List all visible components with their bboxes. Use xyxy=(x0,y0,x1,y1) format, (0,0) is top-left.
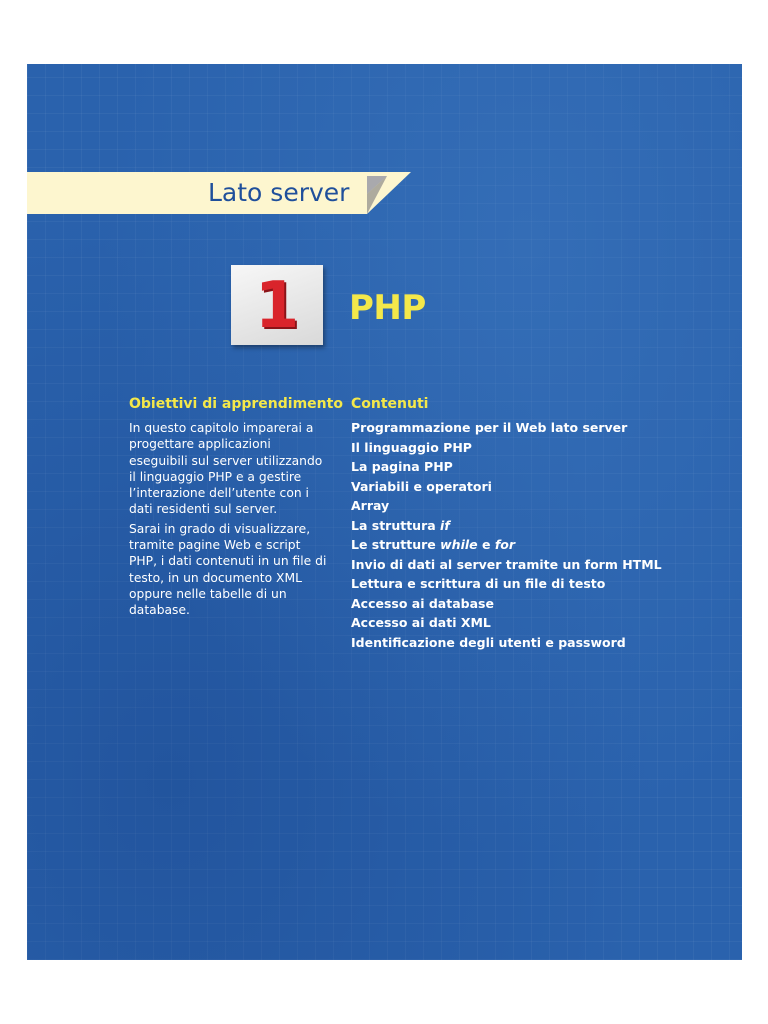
contents-item: Identificazione degli utenti e password xyxy=(351,634,626,650)
chapter-number: 1 xyxy=(254,269,300,343)
contents-item-text: La struttura xyxy=(351,517,441,533)
objectives-paragraph: In questo capitolo imparerai a progettare applicazioni eseguibili sul server utilizzando il linguaggio PHP e a gestire l’interazione dell’utente con i dati residenti sul server. xyxy=(129,421,323,517)
contents-item: La pagina PHP xyxy=(351,459,453,474)
section-title: Lato server xyxy=(208,178,350,207)
contents-item-keyword: for xyxy=(494,537,516,552)
objectives-paragraph: Sarai in grado di visualizzare, tramite pagine Web e script PHP, i dati contenuti in un file di testo, in un documento XML oppure nelle tabelle di un database. xyxy=(129,521,327,618)
contents-item: Invio di dati al server tramite un form HTML xyxy=(351,556,662,572)
contents-item-text: e xyxy=(477,537,495,552)
banner-fold-corner xyxy=(363,172,411,214)
contents-item: Lettura e scrittura di un file di testo xyxy=(351,576,606,591)
contents-item: Variabili e operatori xyxy=(351,478,492,494)
contents-item: Accesso ai database xyxy=(351,595,494,611)
contents-item-keyword: while xyxy=(440,537,478,552)
contents-item: Accesso ai dati XML xyxy=(351,615,491,630)
contents-item: Il linguaggio PHP xyxy=(351,439,472,455)
chapter-title: PHP xyxy=(349,288,426,328)
contents-item xyxy=(351,516,662,536)
contents-heading: Contenuti xyxy=(351,396,429,412)
contents-item xyxy=(351,535,662,555)
contents-item: Programmazione per il Web lato server xyxy=(351,420,628,435)
objectives-text xyxy=(129,420,329,622)
contents-item: Array xyxy=(351,498,390,513)
chapter-number-box xyxy=(231,265,323,345)
contents-list xyxy=(351,418,662,652)
contents-item-keyword: if xyxy=(440,517,450,533)
objectives-heading: Obiettivi di apprendimento xyxy=(129,396,343,412)
contents-item-text: Le strutture xyxy=(351,537,441,552)
